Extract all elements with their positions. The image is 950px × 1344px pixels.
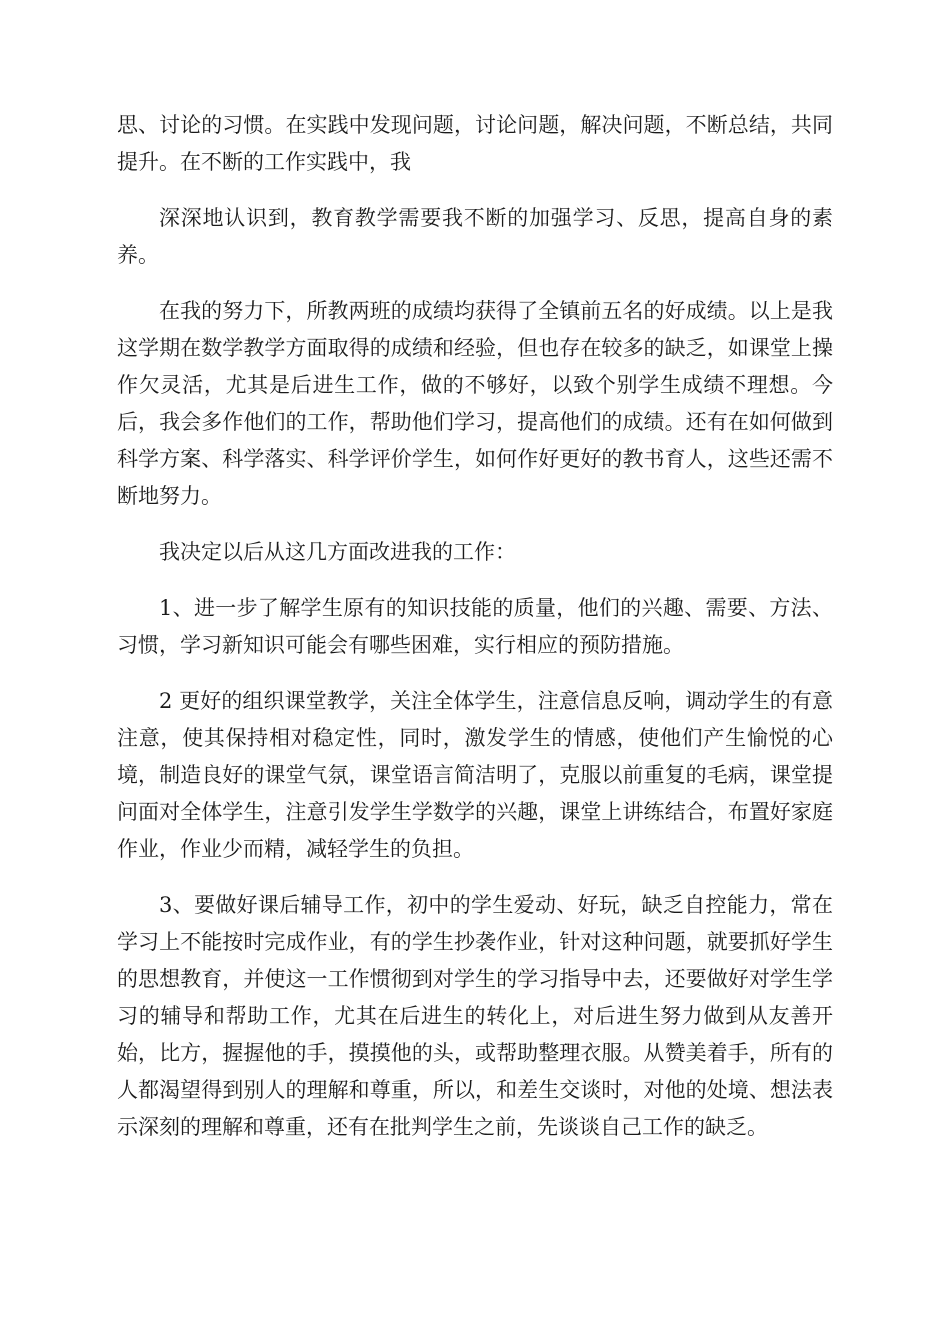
document-body — [117, 107, 833, 1165]
paragraph-5: 1、进一步了解学生原有的知识技能的质量，他们的兴趣、需要、方法、习惯，学习新知识可能会有哪些困难，实行相应的预防措施。 — [117, 596, 833, 657]
paragraph-2: 深深地认识到，教育教学需要我不断的加强学习、反思，提高自身的素养。 — [117, 206, 833, 267]
paragraph-6: 2 更好的组织课堂教学，关注全体学生，注意信息反响，调动学生的有意注意，使其保持相对稳定性，同时，激发学生的情感，使他们产生愉悦的心境，制造良好的课堂气氛，课堂语言简洁明了，克服以前重复的毛病，课堂提问面对全体学生，注意引发学生学数学的兴趣，课堂上讲练结合，布置好家庭作业，作业少而精，减轻学生的负担。 — [117, 689, 833, 861]
paragraph-4: 我决定以后从这几方面改进我的工作： — [159, 540, 516, 564]
paragraph-7: 3、要做好课后辅导工作，初中的学生爱动、好玩，缺乏自控能力，常在学习上不能按时完成作业，有的学生抄袭作业，针对这种问题，就要抓好学生的思想教育，并使这一工作惯彻到对学生的学习指导中去，还要做好对学生学习的辅导和帮助工作，尤其在后进生的转化上，对后进生努力做到从友善开始，比方，握握他的手，摸摸他的头，或帮助整理衣服。从赞美着手，所有的人都渴望得到别人的理解和尊重，所以，和差生交谈时，对他的处境、想法表示深刻的理解和尊重，还有在批判学生之前，先谈谈自己工作的缺乏。 — [117, 893, 833, 1139]
paragraph-1: 思、讨论的习惯。在实践中发现问题，讨论问题，解决问题，不断总结，共同提升。在不断的工作实践中，我 — [117, 113, 833, 174]
paragraph-3: 在我的努力下，所教两班的成绩均获得了全镇前五名的好成绩。以上是我这学期在数学教学方面取得的成绩和经验，但也存在较多的缺乏，如课堂上操作欠灵活，尤其是后进生工作，做的不够好，以致个别学生成绩不理想。今后，我会多作他们的工作，帮助他们学习，提高他们的成绩。还有在如何做到科学方案、科学落实、科学评价学生，如何作好更好的教书育人，这些还需不断地努力。 — [117, 299, 833, 508]
